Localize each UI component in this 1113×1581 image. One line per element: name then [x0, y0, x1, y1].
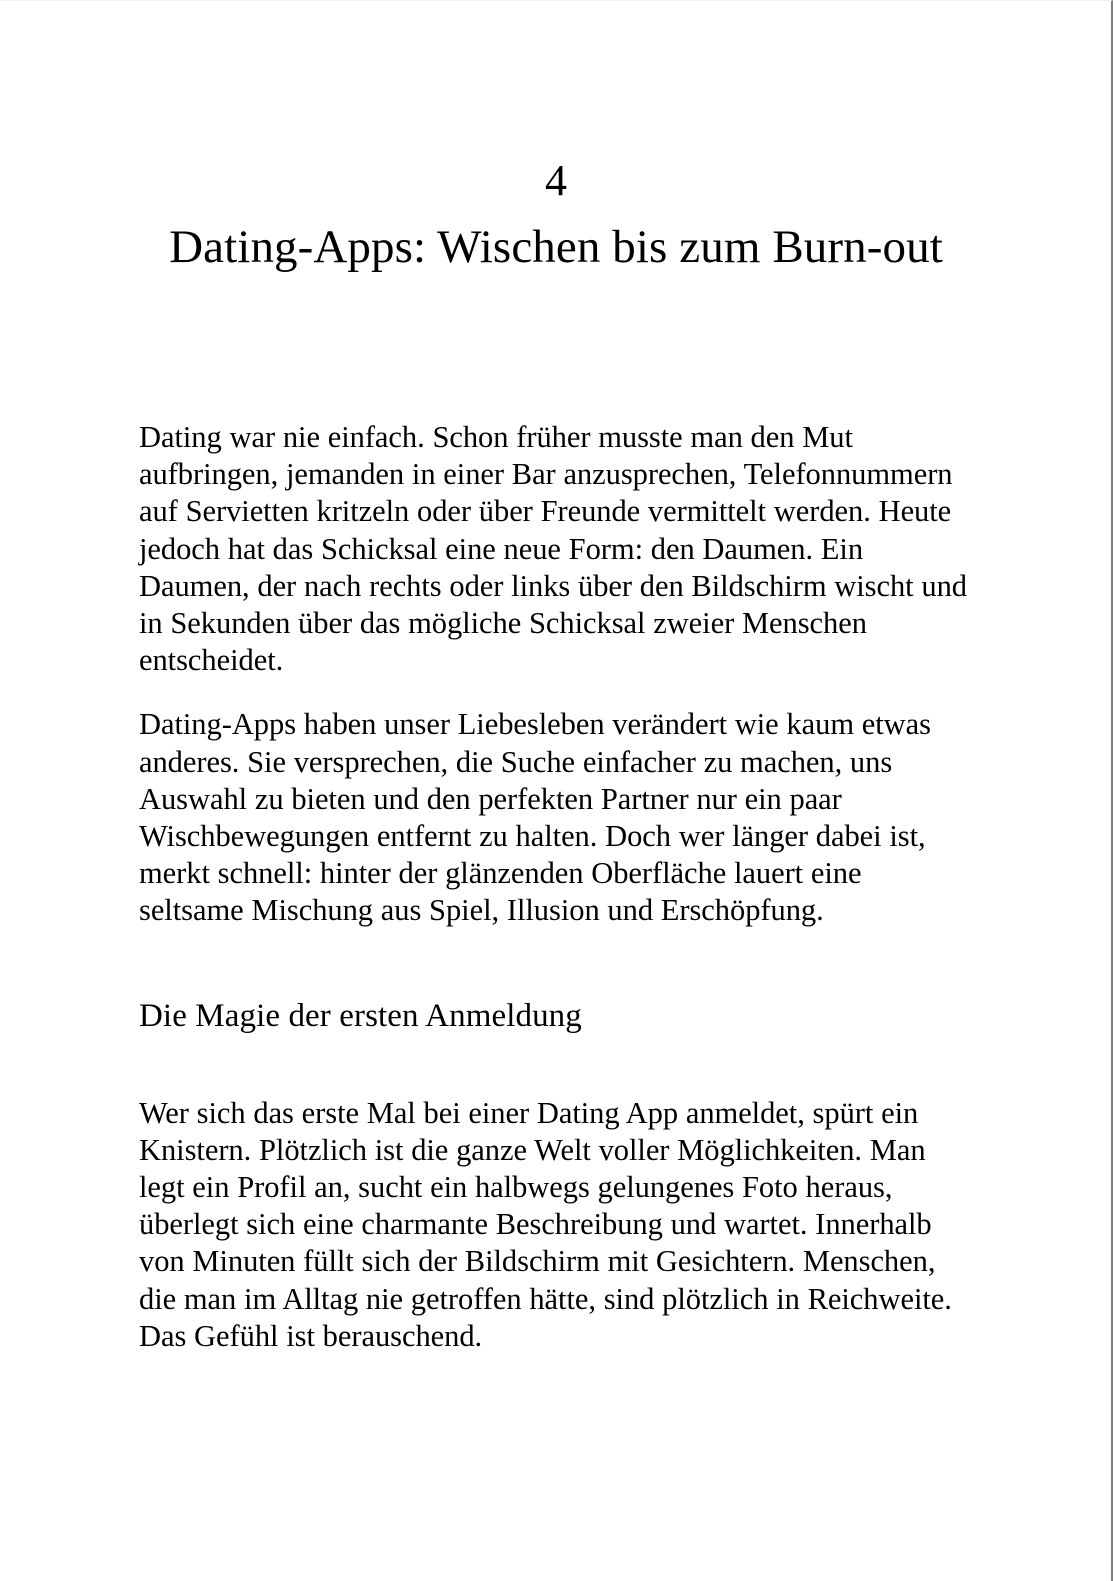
body-paragraph: Dating war nie einfach. Schon früher musste man den Mut aufbringen, jemanden in einer Bar anzusprechen, Telefonnummern auf Servietten kritzeln oder über Freunde vermittelt werden. Heute jedoch hat das Schicksal eine neue Form: den Daumen. Ein Daumen, der nach rechts oder links über den Bildschirm wischt und in Sekunden über das mögliche Schicksal zweier Menschen entscheidet.: [139, 419, 967, 678]
body-paragraph: Dating-Apps haben unser Liebesleben verändert wie kaum etwas anderes. Sie versprechen, die Suche einfacher zu machen, uns Auswahl zu bieten und den perfekten Partner nur ein paar Wischbewegungen entfernt zu halten. Doch wer länger dabei ist, merkt schnell: hinter der glänzenden Oberfläche lauert eine seltsame Mischung aus Spiel, Illusion und Erschöpfung.: [139, 707, 931, 928]
chapter-title: Dating-Apps: Wischen bis zum Burn-out: [169, 220, 943, 273]
body-paragraph: Wer sich das erste Mal bei einer Dating App anmeldet, spürt ein Knistern. Plötzlich ist die ganze Welt voller Möglichkeiten. Man legt ein Profil an, sucht ein halbwegs gelungenes Foto heraus, überlegt sich eine charmante Beschreibung und wartet. Innerhalb von Minuten füllt sich der Bildschirm mit Gesichtern. Menschen, die man im Alltag nie getroffen hätte, sind plötzlich in Reichweite. Das Gefühl ist berauschend.: [139, 1095, 952, 1353]
chapter-number: 4: [544, 156, 568, 205]
chapter-header: [139, 1, 973, 279]
page-content-column: [139, 1, 973, 1355]
section-heading: Die Magie der ersten Anmeldung: [139, 997, 582, 1034]
heading-spacer: [139, 1036, 973, 1068]
